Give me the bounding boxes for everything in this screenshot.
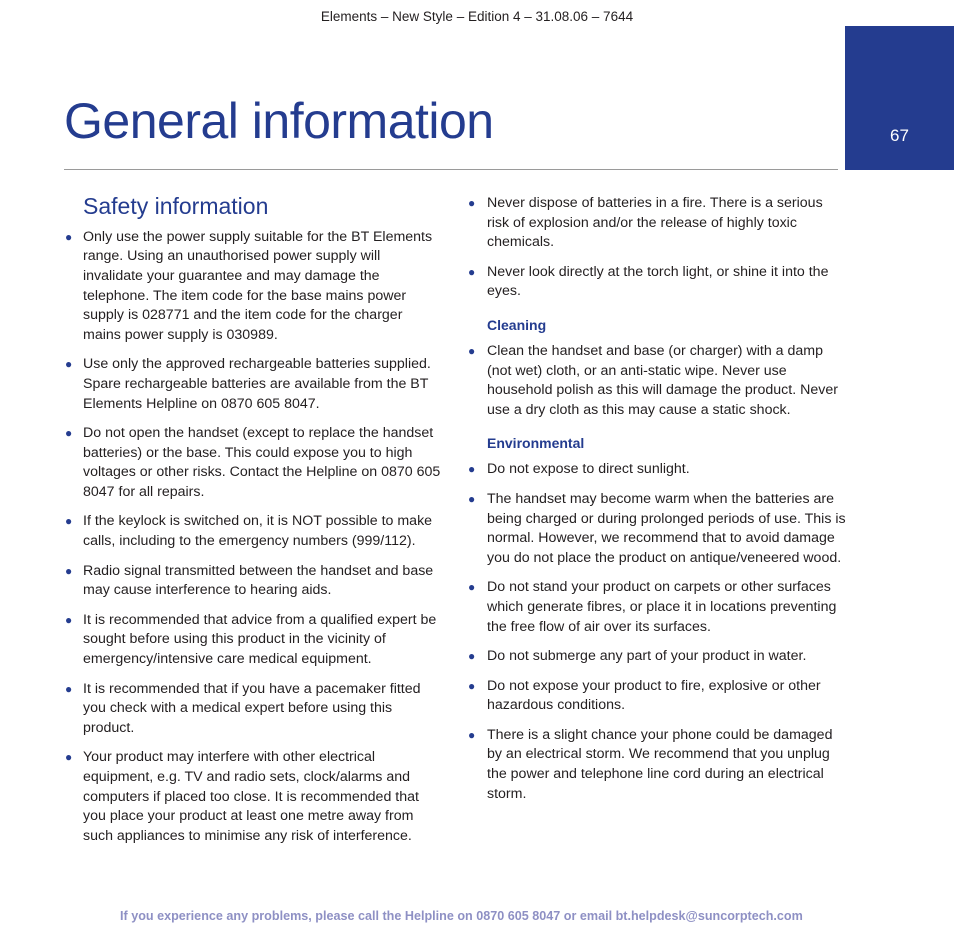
right-column xyxy=(467,194,847,814)
bullet-icon: ● xyxy=(468,678,476,693)
list-item xyxy=(467,263,847,302)
list-item xyxy=(64,748,444,846)
bullet-icon: ● xyxy=(65,357,73,372)
title-divider xyxy=(64,169,838,170)
list-item-text: Do not stand your product on carpets or other surfaces which generate fibres, or place it in locations preventing the free flow of air over its surfaces. xyxy=(487,579,837,635)
list-item-text: Do not open the handset (except to replace the handset batteries) or the base. This could expose you to high voltages or other risks. Contact the Helpline on 0870 605 8047 for all repairs. xyxy=(83,425,441,500)
page-number: 67 xyxy=(890,126,909,145)
list-item xyxy=(467,726,847,804)
list-item xyxy=(467,677,847,716)
bullet-icon: ● xyxy=(65,229,73,244)
list-item xyxy=(467,490,847,568)
footer-helpline: If you experience any problems, please call the Helpline on 0870 605 8047 or email bt.helpdesk@suncorptech.com xyxy=(120,909,803,923)
list-item xyxy=(467,194,847,253)
cleaning-list xyxy=(467,342,847,420)
bullet-icon: ● xyxy=(468,462,476,477)
list-item xyxy=(467,578,847,637)
cleaning-heading: Cleaning xyxy=(487,316,547,333)
list-item xyxy=(64,611,444,670)
list-item-text: Do not expose to direct sunlight. xyxy=(487,461,690,478)
bullet-icon: ● xyxy=(468,580,476,595)
running-head: Elements – New Style – Edition 4 – 31.08.06 – 7644 xyxy=(320,9,634,24)
list-item-text: Do not submerge any part of your product in water. xyxy=(487,648,807,665)
list-item-text: It is recommended that if you have a pacemaker fitted you check with a medical expert before using this product. xyxy=(83,680,421,736)
list-item xyxy=(64,424,444,502)
list-item xyxy=(467,342,847,420)
bullet-icon: ● xyxy=(65,514,73,529)
list-item-text: Never look directly at the torch light, or shine it into the eyes. xyxy=(487,263,829,300)
page-tab xyxy=(845,26,954,170)
list-item xyxy=(64,228,444,346)
bullet-icon: ● xyxy=(65,563,73,578)
list-item xyxy=(64,512,444,551)
safety-heading: Safety information xyxy=(83,193,269,219)
bullet-icon: ● xyxy=(65,681,73,696)
list-item xyxy=(467,647,847,667)
list-item-text: Use only the approved rechargeable batteries supplied. Spare rechargeable batteries are available from the BT Elements Helpline on 0870 605 8047. xyxy=(83,356,431,412)
environmental-list xyxy=(467,460,847,804)
list-item-text: There is a slight chance your phone could be damaged by an electrical storm. We recommend that you unplug the power and telephone line cord during an electrical storm. xyxy=(487,726,833,802)
list-item-text: Clean the handset and base (or charger) with a damp (not wet) cloth, or an anti-static wipe. Never use household polish as this will damage the product. Never use a dry cloth as this may cause a static shock. xyxy=(487,342,838,418)
bullet-icon: ● xyxy=(468,727,476,742)
list-item xyxy=(467,460,847,480)
list-item-text: Never dispose of batteries in a fire. There is a serious risk of explosion and/or the release of highly toxic chemicals. xyxy=(487,195,823,251)
left-column xyxy=(64,192,444,856)
list-item-text: The handset may become warm when the batteries are being charged or during prolonged periods of use. This is normal. However, we recommend that to avoid damage you do not place the product on antique/veneered wood. xyxy=(487,490,846,566)
safety-list-continued xyxy=(467,194,847,302)
bullet-icon: ● xyxy=(468,196,476,210)
page-title: General information xyxy=(64,93,494,149)
safety-list xyxy=(64,228,444,847)
list-item-text: Do not expose your product to fire, explosive or other hazardous conditions. xyxy=(487,677,821,714)
list-item xyxy=(64,562,444,601)
bullet-icon: ● xyxy=(468,491,476,506)
list-item-text: It is recommended that advice from a qualified expert be sought before using this product in the vicinity of emergency/intensive care medical equipment. xyxy=(83,611,437,668)
list-item xyxy=(64,355,444,414)
bullet-icon: ● xyxy=(468,343,476,358)
bullet-icon: ● xyxy=(65,750,73,765)
bullet-icon: ● xyxy=(468,649,476,664)
list-item xyxy=(64,680,444,739)
bullet-icon: ● xyxy=(65,426,73,441)
list-item-text: Your product may interfere with other electrical equipment, e.g. TV and radio sets, clock/alarms and computers if placed too close. It is recommended that you place your product at least one metre away from such appliances to minimise any risk of interference. xyxy=(83,749,419,844)
bullet-icon: ● xyxy=(468,264,476,279)
list-item-text: If the keylock is switched on, it is NOT possible to make calls, including to the emergency numbers (999/112). xyxy=(83,513,433,550)
environmental-heading: Environmental xyxy=(487,435,585,452)
list-item-text: Only use the power supply suitable for the BT Elements range. Using an unauthorised power supply will invalidate your guarantee and may damage the telephone. The item code for the base mains power supply is 028771 and the item code for the charger mains power supply is 030989. xyxy=(83,228,433,343)
list-item-text: Radio signal transmitted between the handset and base may cause interference to hearing aids. xyxy=(83,562,434,599)
bullet-icon: ● xyxy=(65,612,73,627)
